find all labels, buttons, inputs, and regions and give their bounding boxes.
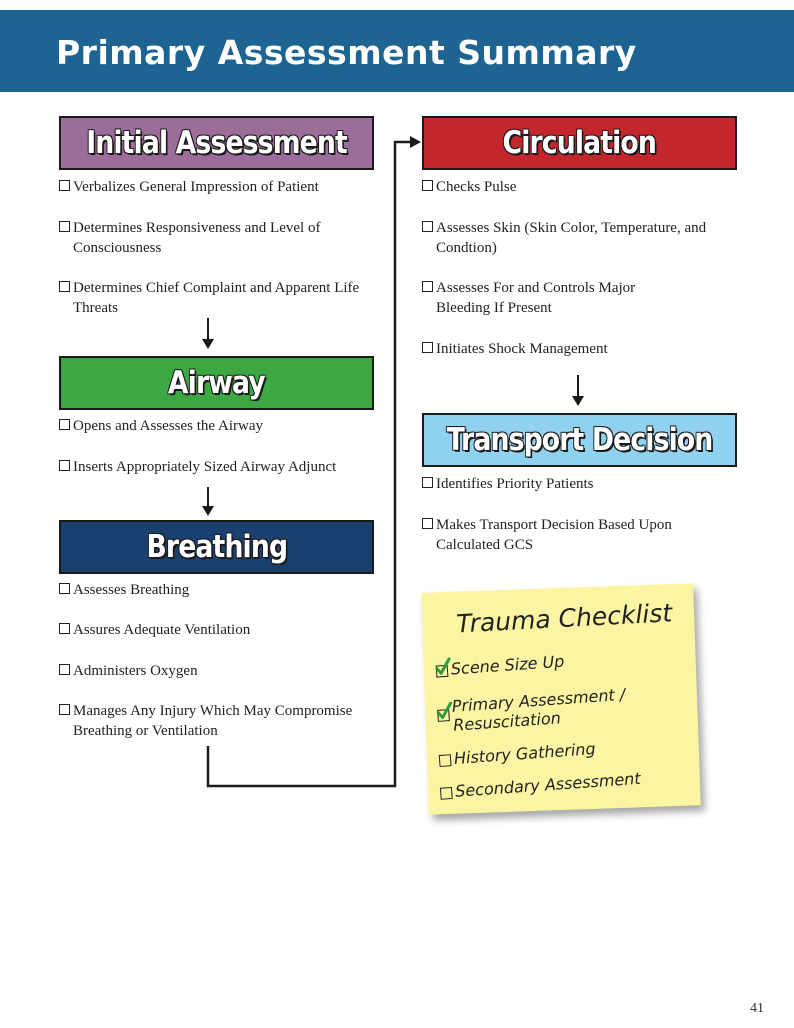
- checklist-item: [436, 684, 643, 736]
- checklist-item: [435, 652, 565, 680]
- list-item: [59, 661, 379, 681]
- checkbox-icon[interactable]: [440, 787, 453, 800]
- checkbox-icon[interactable]: [59, 180, 70, 191]
- list-item-label: Determines Chief Complaint and Apparent Life Threats: [73, 280, 360, 316]
- checklist-item-label: Secondary Assessment: [454, 768, 642, 801]
- arrow-down-icon: [577, 375, 579, 397]
- page-title: Primary Assessment Summary: [56, 33, 637, 72]
- checklist-item-label: Scene Size Up: [450, 651, 565, 679]
- section-title-initial-assessment: Initial Assessment: [86, 124, 347, 161]
- checklist-item-label: History Gathering: [453, 739, 597, 768]
- checkbox-icon[interactable]: [422, 477, 433, 488]
- list-item-label: Checks Pulse: [436, 179, 517, 195]
- checkmark-icon: [434, 657, 453, 676]
- list-item-label: Determines Responsiveness and Level of Consciousness: [73, 220, 321, 256]
- checklist-item-label: Primary Assessment / Resuscitation: [451, 684, 626, 735]
- checkbox-icon[interactable]: [422, 342, 433, 353]
- list-item: [59, 457, 389, 477]
- section-title-airway: Airway: [168, 364, 265, 401]
- list-item-label: Opens and Assesses the Airway: [73, 418, 263, 434]
- list-item-label: Assesses Skin (Skin Color, Temperature, and Condtion): [436, 220, 707, 256]
- checkbox-icon[interactable]: [59, 583, 70, 594]
- arrow-down-icon: [207, 318, 209, 340]
- list-item: [422, 339, 742, 359]
- list-item-label: Verbalizes General Impression of Patient: [73, 179, 319, 195]
- list-item-label: Administers Oxygen: [73, 663, 198, 679]
- list-item-label: Initiates Shock Management: [436, 341, 608, 357]
- checkbox-icon[interactable]: [59, 664, 70, 675]
- checkbox-icon[interactable]: [59, 460, 70, 471]
- checkbox-icon[interactable]: [59, 281, 70, 292]
- checklist-item: [438, 739, 596, 769]
- list-item: [59, 278, 375, 318]
- list-item-label: Assesses For and Controls Major Bleeding If Present: [436, 280, 636, 316]
- list-item: [59, 416, 379, 436]
- list-item: [59, 580, 379, 600]
- checkbox-icon[interactable]: [59, 221, 70, 232]
- section-title-breathing: Breathing: [146, 528, 287, 565]
- list-item: [422, 515, 737, 555]
- trauma-checklist-title: Trauma Checklist: [455, 598, 673, 639]
- checkbox-icon[interactable]: [59, 704, 70, 715]
- checkbox-icon[interactable]: [422, 518, 433, 529]
- list-item: [59, 620, 379, 640]
- checkbox-icon[interactable]: [422, 180, 433, 191]
- checkbox-icon[interactable]: [436, 665, 449, 678]
- checkbox-icon[interactable]: [439, 754, 452, 767]
- list-item-label: Identifies Priority Patients: [436, 476, 594, 492]
- section-breathing: [59, 520, 374, 574]
- page-number: 41: [750, 1001, 764, 1016]
- list-item: [422, 177, 742, 197]
- list-item-label: Manages Any Injury Which May Compromise Breathing or Ventilation: [73, 703, 353, 739]
- checkbox-icon[interactable]: [422, 281, 433, 292]
- section-initial-assessment: [59, 116, 374, 170]
- list-item: [59, 177, 379, 197]
- list-item: [422, 278, 692, 318]
- section-title-transport-decision: Transport Decision: [446, 421, 713, 458]
- checklist-item: [440, 769, 642, 802]
- list-item: [59, 701, 359, 741]
- checkmark-icon: [436, 702, 455, 721]
- checkbox-icon[interactable]: [59, 623, 70, 634]
- list-item-label: Assures Adequate Ventilation: [73, 622, 251, 638]
- arrow-down-icon: [207, 487, 209, 507]
- section-airway: [59, 356, 374, 410]
- checkbox-icon[interactable]: [422, 221, 433, 232]
- list-item: [422, 218, 732, 258]
- section-circulation: [422, 116, 737, 170]
- list-item-label: Assesses Breathing: [73, 582, 190, 598]
- list-item: [59, 218, 375, 258]
- list-item-label: Inserts Appropriately Sized Airway Adjunct: [73, 459, 337, 475]
- trauma-checklist-note: [421, 583, 701, 814]
- list-item-label: Makes Transport Decision Based Upon Calculated GCS: [436, 517, 672, 553]
- page-header: [0, 10, 794, 92]
- checkbox-icon[interactable]: [437, 709, 450, 722]
- list-item: [422, 474, 742, 494]
- section-title-circulation: Circulation: [502, 124, 657, 161]
- checkbox-icon[interactable]: [59, 419, 70, 430]
- section-transport-decision: [422, 413, 737, 467]
